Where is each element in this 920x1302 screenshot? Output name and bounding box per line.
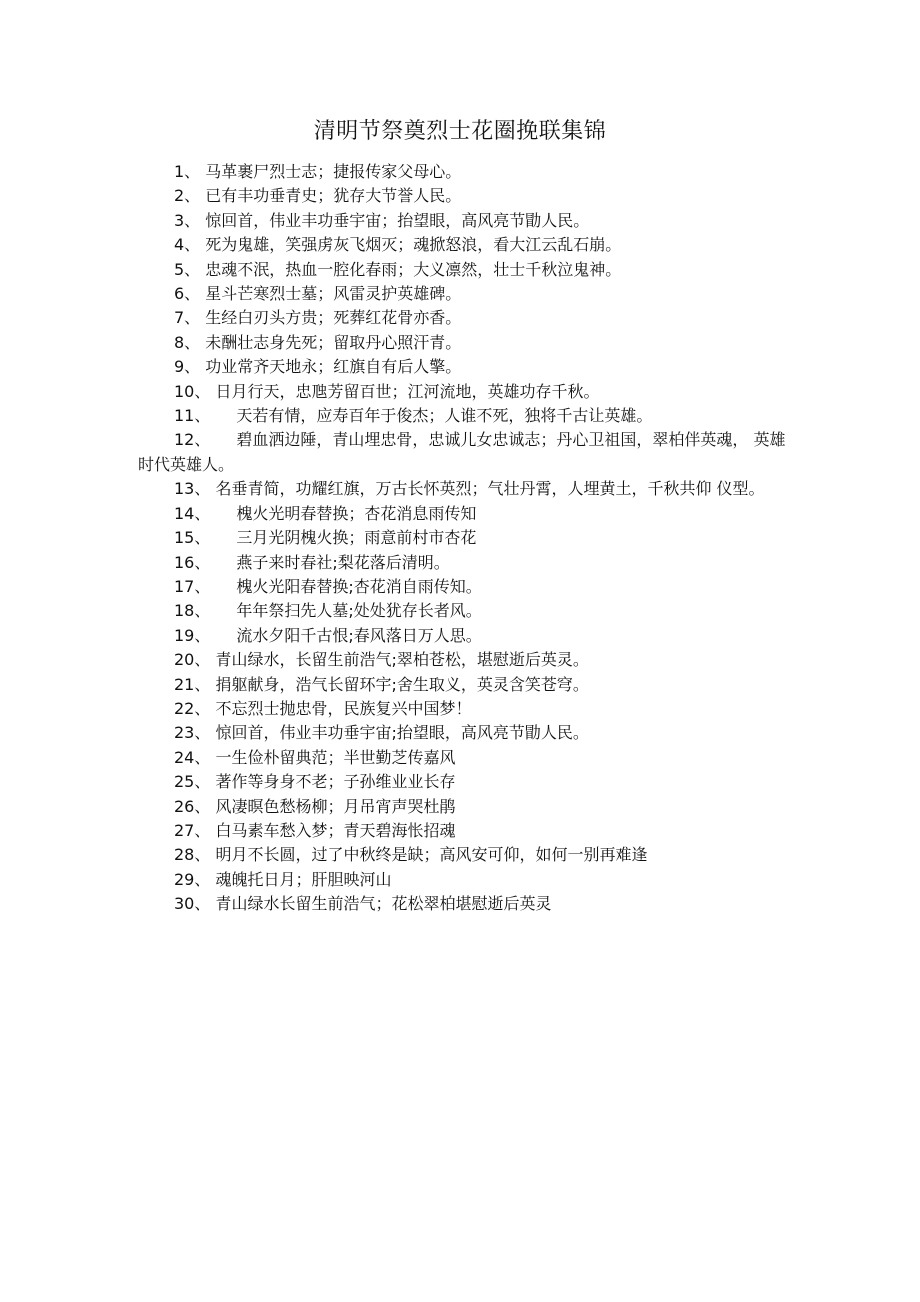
item-number: 29、 [174,869,211,889]
item-number: 19、 [174,625,211,645]
item-text: 天若有情，应寿百年于俊杰；人谁不死，独将千古让英雄。 [236,406,653,426]
item-text: 不忘烈士抛忠骨，民族复兴中国梦！ [215,698,472,718]
list-item [138,746,798,770]
item-text: 惊回首，伟业丰功垂宇宙；抬望眼，高风亮节勖人民。 [205,210,590,230]
item-number: 23、 [174,723,211,743]
item-text: 死为鬼雄，笑强虏灰飞烟灭；魂掀怒浪，看大江云乱石崩。 [205,235,622,255]
list-item [138,819,798,843]
list-item [138,868,798,892]
item-number: 28、 [174,845,211,865]
item-number: 21、 [174,674,211,694]
list-item [138,331,798,355]
item-text: 捐躯献身，浩气长留环宇;舍生取义，英灵含笑苍穹。 [215,674,589,694]
item-number: 15、 [174,528,211,548]
list-item [138,770,798,794]
item-number: 25、 [174,772,211,792]
list-item [138,673,798,697]
item-number: 9、 [174,357,201,377]
item-text: 三月光阴槐火换；雨意前村市杏花 [236,528,477,548]
item-text: 槐火光明春替换；杏花消息雨传知 [236,503,477,523]
list-item [138,892,798,916]
item-number: 13、 [174,479,211,499]
item-text: 年年祭扫先人墓;处处犹存长者风。 [236,601,482,621]
list-item [138,380,798,404]
item-number: 1、 [174,162,201,181]
list-item [138,697,798,721]
item-number: 27、 [174,820,211,840]
item-number: 2、 [174,186,201,206]
item-text: 惊回首，伟业丰功垂宇宙;抬望眼，高风亮节勖人民。 [215,723,589,743]
item-text: 明月不长圆，过了中秋终是缺；高风安可仰，如何一别再难逢 [215,845,648,865]
item-number: 7、 [174,308,201,328]
item-text: 一生俭朴留典范；半世勤芝传嘉风 [215,747,456,767]
item-text: 未酬壮志身先死；留取丹心照汗青。 [205,332,462,352]
item-text: 生经白刃头方贵；死葬红花骨亦香。 [205,308,462,328]
item-text: 白马素车愁入梦；青天碧海怅招魂 [215,820,456,840]
list-item [138,648,798,672]
list-item [138,160,798,184]
list-item [138,599,798,623]
item-text: 魂魄托日月；肝胆映河山 [215,869,392,889]
document-title: 清明节祭奠烈士花圈挽联集锦 [313,119,607,144]
list-item [138,233,798,257]
list-item [138,282,798,306]
list-item [138,306,798,330]
item-number: 10、 [174,381,211,401]
item-text: 青山绿水长留生前浩气；花松翠柏堪慰逝后英灵 [215,894,552,914]
list-item [138,355,798,379]
item-number: 16、 [174,552,211,572]
item-text: 功业常齐天地永；红旗自有后人擎。 [205,357,462,377]
item-text: 槐火光阳春替换;杏花消自雨传知。 [236,576,482,596]
item-number: 18、 [174,601,211,621]
item-text: 忠魂不泯，热血一腔化春雨；大义凛然，壮士千秋泣鬼神。 [205,259,622,279]
item-number: 26、 [174,796,211,816]
list-item [138,477,798,501]
item-text: 流水夕阳千古恨;春风落日万人思。 [236,625,482,645]
item-number: 8、 [174,332,201,352]
item-text: 燕子来时春社;梨花落后清明。 [236,552,450,572]
item-text: 星斗芒寒烈士墓；风雷灵护英雄碑。 [205,284,462,304]
list-item [138,551,798,575]
item-number: 12、 [174,430,211,450]
item-number: 22、 [174,698,211,718]
list-item [138,502,798,526]
list-item [138,258,798,282]
item-text: 青山绿水，长留生前浩气;翠柏苍松，堪慰逝后英灵。 [215,650,589,670]
list-item [138,428,798,477]
item-number: 14、 [174,503,211,523]
list-item [138,575,798,599]
item-number: 30、 [174,894,211,914]
item-number: 17、 [174,576,211,596]
item-text: 著作等身身不老；子孙维业业长存 [215,772,456,792]
item-text: 日月行天，忠虺芳留百世；江河流地，英雄功存千秋。 [215,381,600,401]
list-item [138,795,798,819]
list-item [138,526,798,550]
item-number: 6、 [174,284,201,304]
item-number: 20、 [174,650,211,670]
item-number: 4、 [174,235,201,255]
item-text: 名垂青简，功耀红旗，万古长怀英烈；气壮丹霄，人埋黄土，千秋共仰 仪型。 [215,479,765,499]
item-number: 24、 [174,747,211,767]
list-item [138,721,798,745]
list-item [138,209,798,233]
couplet-list [138,160,798,917]
item-number: 3、 [174,210,201,230]
list-item [138,843,798,867]
item-text: 已有丰功垂青史；犹存大节誉人民。 [205,186,462,206]
item-number: 5、 [174,259,201,279]
item-text: 马革裹尸烈士志；捷报传家父母心。 [205,162,462,181]
item-text: 碧血洒边陲，青山埋忠骨，忠诚儿女忠诚志；丹心卫祖国，翠柏伴英魂， 英雄时代英雄人。 [138,430,786,474]
list-item [138,624,798,648]
item-number: 11、 [174,406,211,426]
list-item [138,184,798,208]
list-item [138,404,798,428]
item-text: 风凄暝色愁杨柳；月吊宵声哭杜鹃 [215,796,456,816]
